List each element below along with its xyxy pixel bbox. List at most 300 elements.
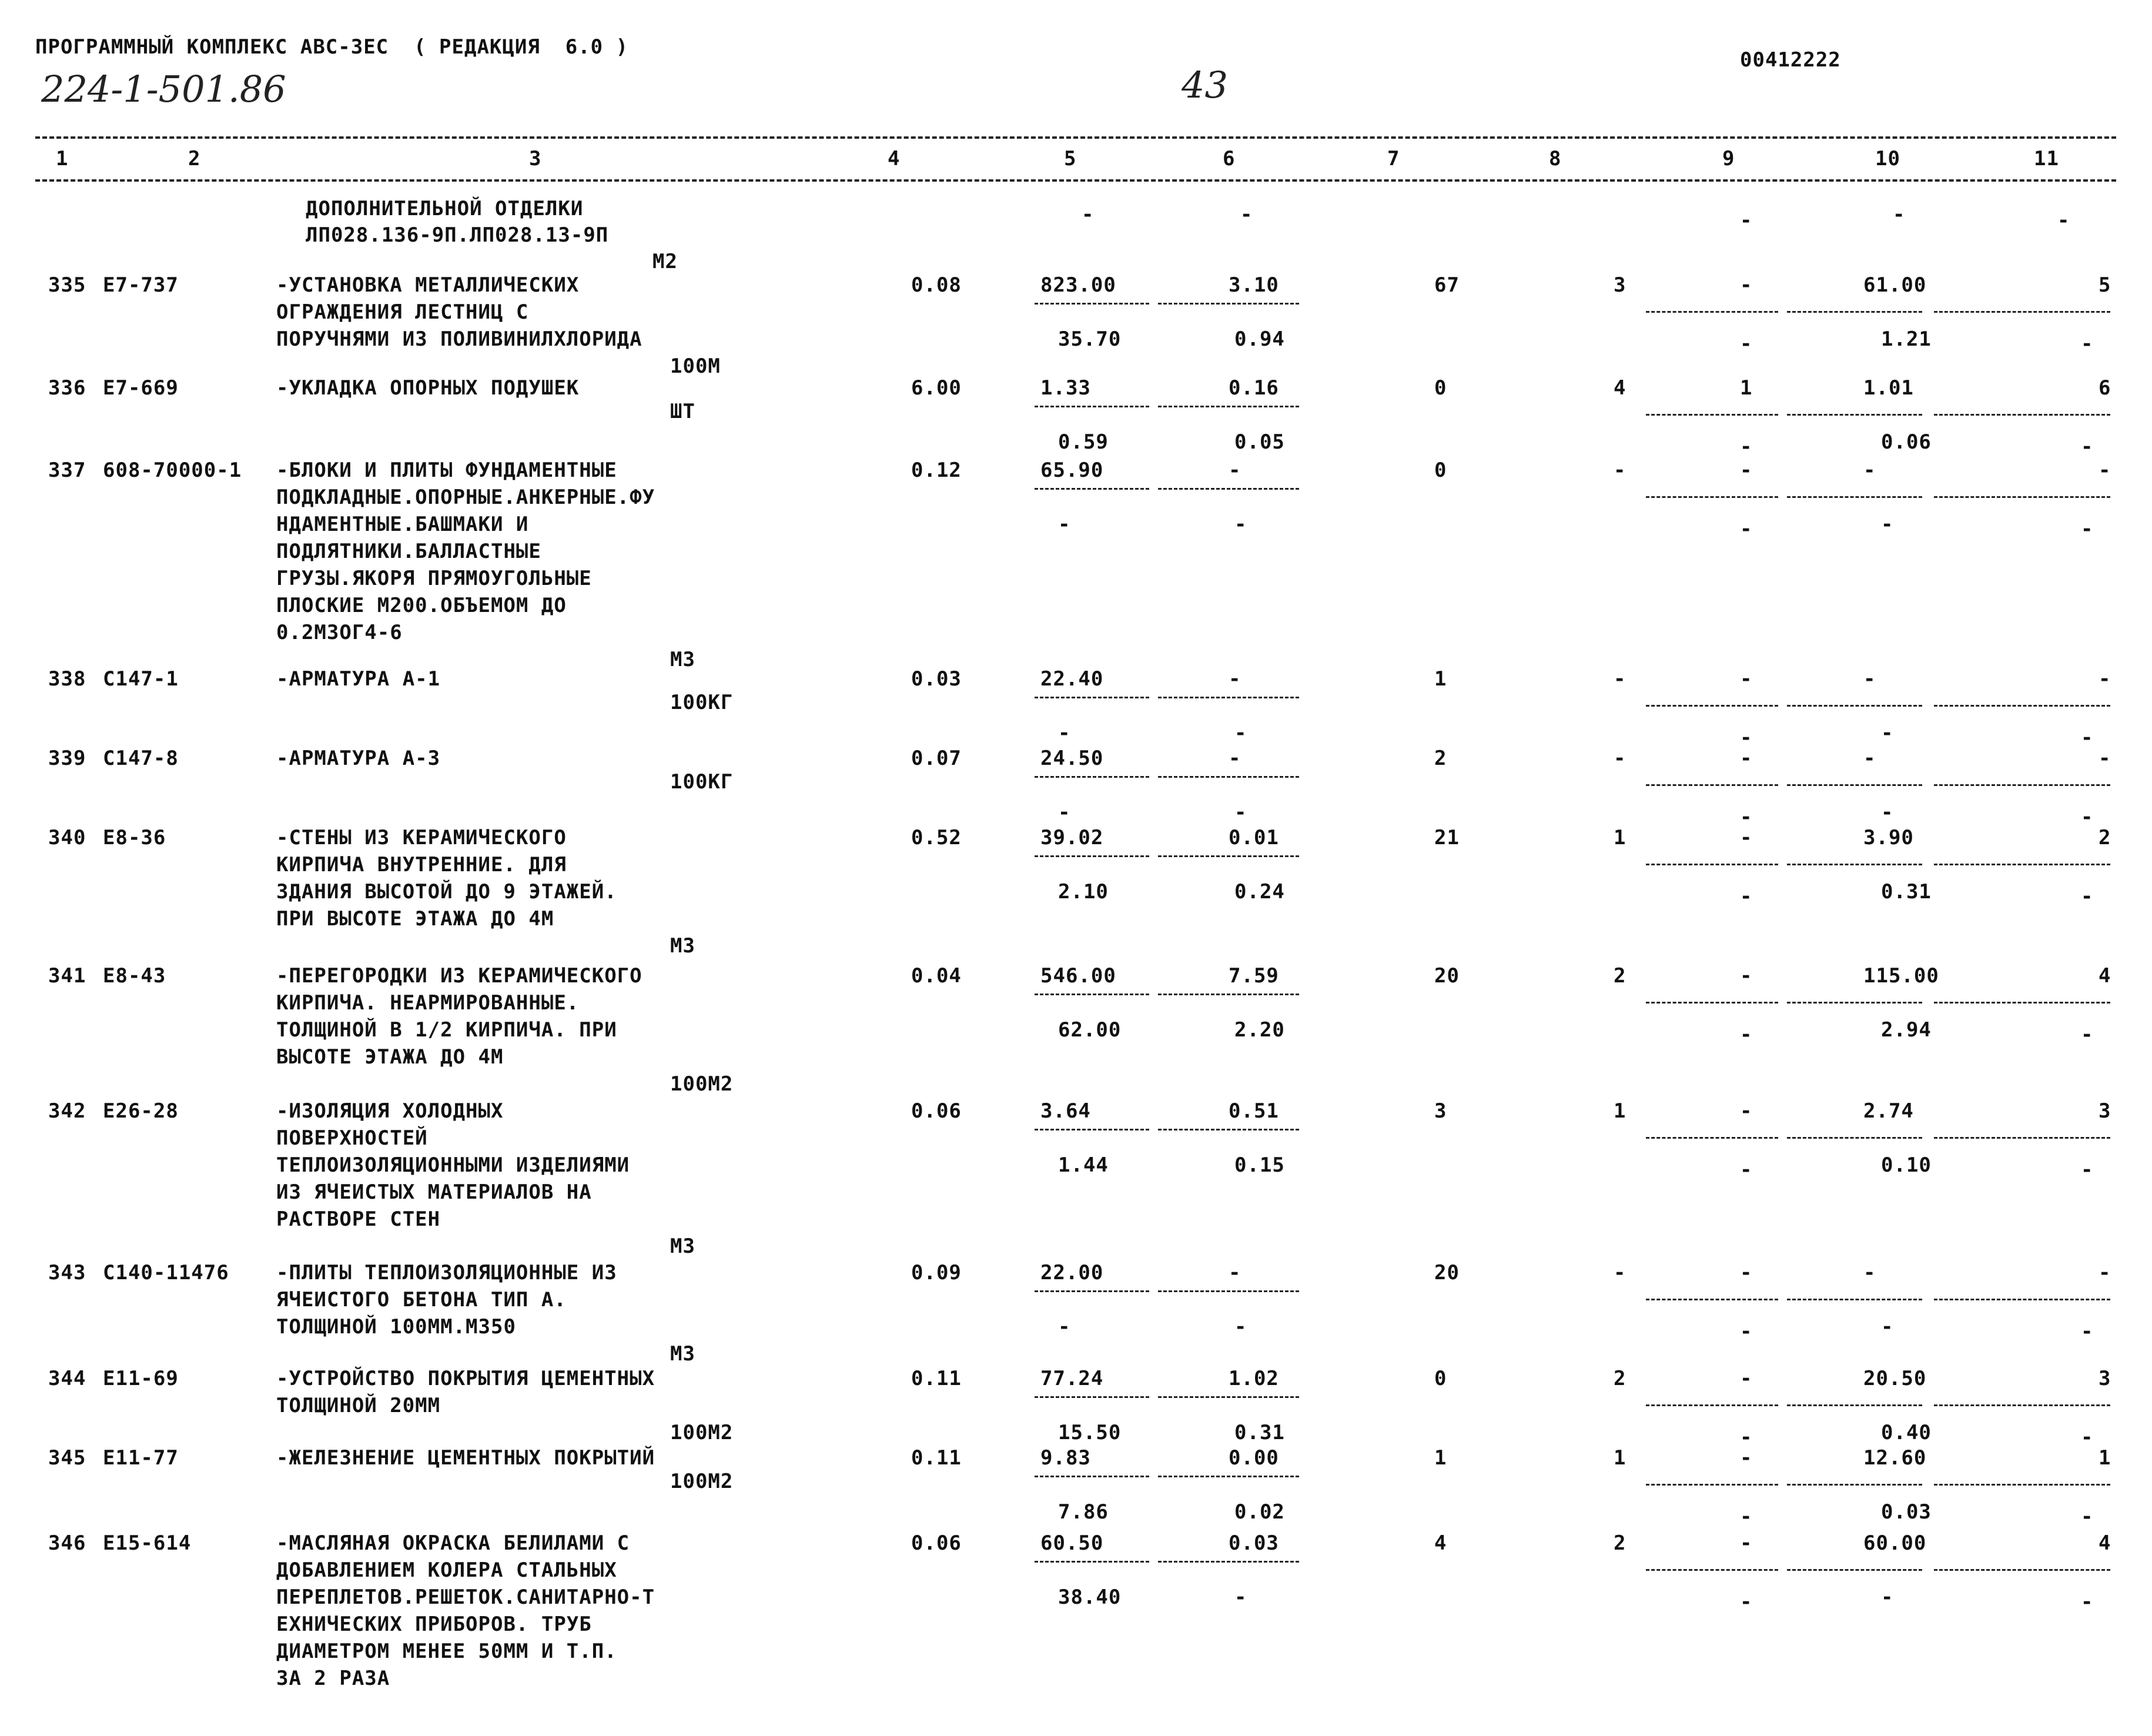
- row-col9-lower: -: [1740, 1590, 1753, 1614]
- row-col8: 1: [1614, 826, 1626, 849]
- row-col5-upper: 39.02: [1040, 826, 1104, 849]
- row-description-line: -ПЕРЕГОРОДКИ ИЗ КЕРАМИЧЕСКОГО: [276, 964, 642, 988]
- row-unit: М3: [670, 934, 695, 958]
- row-col10-lower: -: [1881, 801, 1894, 824]
- cell-rule: [1035, 1129, 1149, 1130]
- row-col5-lower: -: [1058, 1315, 1071, 1339]
- cell-rule: [1646, 1569, 1778, 1571]
- row-col10-upper: -: [1863, 459, 1876, 482]
- row-number: 338: [48, 667, 86, 691]
- row-col10-lower: 0.10: [1881, 1153, 1932, 1177]
- row-col5-upper: 65.90: [1040, 459, 1104, 482]
- row-col6-lower: -: [1234, 513, 1247, 536]
- row-col11-upper: 6: [2099, 376, 2111, 400]
- row-col11-lower: -: [2081, 885, 2094, 908]
- row-code: С140-11476: [103, 1261, 229, 1285]
- row-col10-upper: -: [1863, 747, 1876, 770]
- row-col8: -: [1614, 459, 1626, 482]
- row-col6-upper: 0.51: [1229, 1099, 1279, 1123]
- row-col11-upper: -: [2099, 1261, 2111, 1285]
- cell-rule: [1158, 1396, 1299, 1398]
- program-title: ПРОГРАММНЫЙ КОМПЛЕКС АВС-3ЕС ( РЕДАКЦИЯ 6.0 ): [35, 35, 629, 59]
- row-col11-lower: -: [2081, 517, 2094, 541]
- row-col10-upper: 61.00: [1863, 273, 1927, 297]
- row-number: 343: [48, 1261, 86, 1285]
- carryover-cell: -: [1082, 203, 1095, 226]
- row-col6-lower: 0.05: [1234, 430, 1285, 454]
- row-col10-lower: -: [1881, 1586, 1894, 1609]
- row-col4: 0.11: [911, 1446, 962, 1470]
- row-col5-lower: -: [1058, 721, 1071, 745]
- cell-rule: [1934, 1137, 2110, 1139]
- row-number: 335: [48, 273, 86, 297]
- row-description-line: ТОЛЩИНОЙ В 1/2 КИРПИЧА. ПРИ: [276, 1018, 617, 1042]
- carryover-desc-line: ЛП028.136-9П.ЛП028.13-9П: [306, 223, 609, 247]
- row-description-line: -ЖЕЛЕЗНЕНИЕ ЦЕМЕНТНЫХ ПОКРЫТИЙ: [276, 1446, 655, 1470]
- row-col8: -: [1614, 667, 1626, 691]
- row-col8: 2: [1614, 964, 1626, 988]
- row-col11-upper: -: [2099, 747, 2111, 770]
- row-col9-upper: -: [1740, 1099, 1753, 1123]
- row-number: 346: [48, 1531, 86, 1555]
- row-col6-upper: 7.59: [1229, 964, 1279, 988]
- row-col5-lower: 35.70: [1058, 327, 1122, 351]
- cell-rule: [1035, 855, 1149, 857]
- row-number: 339: [48, 747, 86, 770]
- column-header: 11: [2034, 147, 2059, 170]
- row-col5-lower: 15.50: [1058, 1421, 1122, 1444]
- row-col9-upper: -: [1740, 1261, 1753, 1285]
- row-col9-lower: -: [1740, 517, 1753, 541]
- row-col9-lower: -: [1740, 435, 1753, 459]
- row-unit: 100М2: [670, 1470, 734, 1493]
- row-description-line: ПОРУЧНЯМИ ИЗ ПОЛИВИНИЛХЛОРИДА: [276, 327, 642, 351]
- cell-rule: [1646, 705, 1778, 707]
- row-col5-upper: 22.00: [1040, 1261, 1104, 1285]
- cell-rule: [1035, 1476, 1149, 1477]
- row-col6-lower: 0.24: [1234, 880, 1285, 904]
- row-col7: 4: [1434, 1531, 1447, 1555]
- cell-rule: [1158, 776, 1299, 778]
- row-col10-upper: -: [1863, 1261, 1876, 1285]
- row-col6-lower: 0.02: [1234, 1500, 1285, 1524]
- row-unit: М3: [670, 648, 695, 671]
- row-col6-lower: -: [1234, 721, 1247, 745]
- row-description-line: -ПЛИТЫ ТЕПЛОИЗОЛЯЦИОННЫЕ ИЗ: [276, 1261, 617, 1285]
- row-col5-lower: 1.44: [1058, 1153, 1109, 1177]
- cell-rule: [1158, 855, 1299, 857]
- row-col6-lower: 2.20: [1234, 1018, 1285, 1042]
- row-col7: 0: [1434, 459, 1447, 482]
- cell-rule: [1035, 406, 1149, 407]
- handwritten-reference: 224-1-501.86: [41, 68, 286, 111]
- page-number: 43: [1182, 63, 1228, 106]
- cell-rule: [1158, 1561, 1299, 1563]
- cell-rule: [1035, 776, 1149, 778]
- row-unit: М3: [670, 1342, 695, 1366]
- row-col9-lower: -: [1740, 1158, 1753, 1182]
- row-col9-upper: 1: [1740, 376, 1753, 400]
- row-col4: 0.04: [911, 964, 962, 988]
- row-col4: 0.06: [911, 1099, 962, 1123]
- column-header: 2: [188, 147, 201, 170]
- row-col7: 1: [1434, 1446, 1447, 1470]
- row-col9-lower: -: [1740, 805, 1753, 829]
- row-description-line: ПОДЛЯТНИКИ.БАЛЛАСТНЫЕ: [276, 540, 541, 563]
- row-unit: 100КГ: [670, 691, 734, 714]
- row-col9-upper: -: [1740, 964, 1753, 988]
- row-col10-lower: 0.40: [1881, 1421, 1932, 1444]
- row-col11-upper: -: [2099, 459, 2111, 482]
- cell-rule: [1646, 414, 1778, 416]
- row-code: Е8-36: [103, 826, 166, 849]
- row-description-line: -СТЕНЫ ИЗ КЕРАМИЧЕСКОГО: [276, 826, 567, 849]
- row-col6-upper: 0.03: [1229, 1531, 1279, 1555]
- cell-rule: [1646, 1484, 1778, 1486]
- row-description-line: -УСТРОЙСТВО ПОКРЫТИЯ ЦЕМЕНТНЫХ: [276, 1367, 655, 1390]
- row-col6-lower: 0.15: [1234, 1153, 1285, 1177]
- row-col10-upper: 3.90: [1863, 826, 1914, 849]
- row-description-line: ВЫСОТЕ ЭТАЖА ДО 4М: [276, 1045, 504, 1069]
- row-col6-lower: -: [1234, 1315, 1247, 1339]
- cell-rule: [1787, 1569, 1922, 1571]
- row-code: Е8-43: [103, 964, 166, 988]
- row-col4: 0.08: [911, 273, 962, 297]
- row-code: 608-70000-1: [103, 459, 242, 482]
- header-rule-bottom: [35, 179, 2116, 182]
- row-unit: 100М: [670, 354, 721, 378]
- row-col11-upper: -: [2099, 667, 2111, 691]
- row-col9-upper: -: [1740, 1367, 1753, 1390]
- row-description-line: -АРМАТУРА А-1: [276, 667, 441, 691]
- row-col11-upper: 4: [2099, 964, 2111, 988]
- cell-rule: [1158, 406, 1299, 407]
- row-col9-upper: -: [1740, 273, 1753, 297]
- row-col9-upper: -: [1740, 459, 1753, 482]
- row-unit: М3: [670, 1235, 695, 1258]
- cell-rule: [1934, 414, 2110, 416]
- row-unit: ШТ: [670, 400, 695, 423]
- row-description-line: -АРМАТУРА А-3: [276, 747, 441, 770]
- row-col4: 0.52: [911, 826, 962, 849]
- column-header: 5: [1064, 147, 1077, 170]
- row-col4: 0.07: [911, 747, 962, 770]
- row-col10-lower: 1.21: [1881, 327, 1932, 351]
- row-description-line: ЗДАНИЯ ВЫСОТОЙ ДО 9 ЭТАЖЕЙ.: [276, 880, 617, 904]
- row-col11-lower: -: [2081, 1590, 2094, 1614]
- row-code: Е15-614: [103, 1531, 192, 1555]
- carryover-cell: -: [1240, 203, 1253, 226]
- cell-rule: [1035, 303, 1149, 305]
- row-description-line: КИРПИЧА. НЕАРМИРОВАННЫЕ.: [276, 991, 580, 1015]
- row-col7: 3: [1434, 1099, 1447, 1123]
- cell-rule: [1646, 784, 1778, 786]
- row-description-line: ТОЛЩИНОЙ 100ММ.М350: [276, 1315, 516, 1339]
- row-col5-upper: 1.33: [1040, 376, 1091, 400]
- row-code: Е7-737: [103, 273, 179, 297]
- cell-rule: [1787, 1484, 1922, 1486]
- row-col7: 21: [1434, 826, 1460, 849]
- row-number: 341: [48, 964, 86, 988]
- row-description-line: ПОВЕРХНОСТЕЙ: [276, 1126, 428, 1150]
- row-description-line: -УКЛАДКА ОПОРНЫХ ПОДУШЕК: [276, 376, 580, 400]
- row-description-line: ИЗ ЯЧЕИСТЫХ МАТЕРИАЛОВ НА: [276, 1180, 592, 1204]
- row-col11-lower: -: [2081, 726, 2094, 750]
- row-code: Е11-69: [103, 1367, 179, 1390]
- row-col10-upper: 12.60: [1863, 1446, 1927, 1470]
- row-col8: 4: [1614, 376, 1626, 400]
- row-col7: 0: [1434, 376, 1447, 400]
- row-col9-lower: -: [1740, 726, 1753, 750]
- row-col9-lower: -: [1740, 885, 1753, 908]
- row-col11-lower: -: [2081, 435, 2094, 459]
- row-col9-upper: -: [1740, 1531, 1753, 1555]
- cell-rule: [1934, 311, 2110, 313]
- row-col5-lower: 62.00: [1058, 1018, 1122, 1042]
- row-col11-upper: 5: [2099, 273, 2111, 297]
- row-col10-lower: -: [1881, 1315, 1894, 1339]
- cell-rule: [1934, 864, 2110, 865]
- row-description-line: -ИЗОЛЯЦИЯ ХОЛОДНЫХ: [276, 1099, 504, 1123]
- row-col5-lower: -: [1058, 801, 1071, 824]
- cell-rule: [1646, 496, 1778, 498]
- row-col9-upper: -: [1740, 747, 1753, 770]
- row-col7: 2: [1434, 747, 1447, 770]
- row-col8: 1: [1614, 1099, 1626, 1123]
- column-header: 4: [888, 147, 901, 170]
- cell-rule: [1158, 994, 1299, 995]
- cell-rule: [1787, 1002, 1922, 1004]
- cell-rule: [1646, 864, 1778, 865]
- row-number: 340: [48, 826, 86, 849]
- column-header: 3: [529, 147, 542, 170]
- row-description-line: ДИАМЕТРОМ МЕНЕЕ 50ММ И Т.П.: [276, 1640, 617, 1663]
- row-col10-lower: 0.03: [1881, 1500, 1932, 1524]
- row-col5-lower: 38.40: [1058, 1586, 1122, 1609]
- row-col6-upper: 0.01: [1229, 826, 1279, 849]
- row-description-line: ЯЧЕИСТОГО БЕТОНА ТИП А.: [276, 1288, 567, 1312]
- cell-rule: [1787, 864, 1922, 865]
- row-unit: 100КГ: [670, 770, 734, 794]
- cell-rule: [1934, 1569, 2110, 1571]
- cell-rule: [1787, 1404, 1922, 1406]
- row-col5-lower: 2.10: [1058, 880, 1109, 904]
- cell-rule: [1934, 1002, 2110, 1004]
- row-col9-upper: -: [1740, 1446, 1753, 1470]
- cell-rule: [1646, 1002, 1778, 1004]
- row-col8: 2: [1614, 1367, 1626, 1390]
- cell-rule: [1787, 496, 1922, 498]
- cell-rule: [1158, 1290, 1299, 1292]
- row-code: С147-8: [103, 747, 179, 770]
- cell-rule: [1787, 1137, 1922, 1139]
- row-col11-upper: 1: [2099, 1446, 2111, 1470]
- row-description-line: ДОБАВЛЕНИЕМ КОЛЕРА СТАЛЬНЫХ: [276, 1558, 617, 1582]
- cell-rule: [1158, 488, 1299, 490]
- row-col5-upper: 77.24: [1040, 1367, 1104, 1390]
- carryover-cell: -: [1740, 209, 1753, 232]
- row-col11-lower: -: [2081, 1158, 2094, 1182]
- header-rule-top: [35, 136, 2116, 139]
- row-col10-upper: 1.01: [1863, 376, 1914, 400]
- row-col11-lower: -: [2081, 1023, 2094, 1046]
- row-description-line: -МАСЛЯНАЯ ОКРАСКА БЕЛИЛАМИ С: [276, 1531, 630, 1555]
- row-unit: 100М2: [670, 1421, 734, 1444]
- row-col6-upper: 1.02: [1229, 1367, 1279, 1390]
- row-col9-lower: -: [1740, 332, 1753, 356]
- cell-rule: [1035, 1290, 1149, 1292]
- row-description-line: НДАМЕНТНЫЕ.БАШМАКИ И: [276, 513, 529, 536]
- row-col6-upper: 0.00: [1229, 1446, 1279, 1470]
- row-description-line: ЕХНИЧЕСКИХ ПРИБОРОВ. ТРУБ: [276, 1613, 592, 1636]
- row-col7: 1: [1434, 667, 1447, 691]
- row-col5-upper: 3.64: [1040, 1099, 1091, 1123]
- row-col11-lower: -: [2081, 332, 2094, 356]
- row-description-line: ТОЛЩИНОЙ 20ММ: [276, 1394, 441, 1417]
- row-col5-lower: 0.59: [1058, 430, 1109, 454]
- cell-rule: [1934, 784, 2110, 786]
- row-col11-upper: 4: [2099, 1531, 2111, 1555]
- row-code: Е7-669: [103, 376, 179, 400]
- cell-rule: [1646, 1137, 1778, 1139]
- row-col5-upper: 24.50: [1040, 747, 1104, 770]
- row-col11-lower: -: [2081, 1426, 2094, 1449]
- cell-rule: [1035, 994, 1149, 995]
- row-description-line: ГРУЗЫ.ЯКОРЯ ПРЯМОУГОЛЬНЫЕ: [276, 567, 592, 590]
- row-description-line: -УСТАНОВКА МЕТАЛЛИЧЕСКИХ: [276, 273, 580, 297]
- row-col5-lower: -: [1058, 513, 1071, 536]
- row-col9-lower: -: [1740, 1505, 1753, 1528]
- row-col10-upper: 2.74: [1863, 1099, 1914, 1123]
- row-description-line: -БЛОКИ И ПЛИТЫ ФУНДАМЕНТНЫЕ: [276, 459, 617, 482]
- cell-rule: [1158, 697, 1299, 698]
- cell-rule: [1787, 1299, 1922, 1300]
- cell-rule: [1035, 1396, 1149, 1398]
- cell-rule: [1646, 311, 1778, 313]
- column-header: 1: [56, 147, 69, 170]
- cell-rule: [1787, 705, 1922, 707]
- row-col8: 1: [1614, 1446, 1626, 1470]
- cell-rule: [1158, 1129, 1299, 1130]
- row-col11-upper: 3: [2099, 1099, 2111, 1123]
- row-col5-upper: 60.50: [1040, 1531, 1104, 1555]
- row-col10-upper: 115.00: [1863, 964, 1939, 988]
- carryover-cell: -: [1893, 203, 1906, 226]
- document-code: 00412222: [1740, 48, 1841, 72]
- row-number: 337: [48, 459, 86, 482]
- cell-rule: [1787, 414, 1922, 416]
- row-number: 345: [48, 1446, 86, 1470]
- cell-rule: [1035, 1561, 1149, 1563]
- row-description-line: ПОДКЛАДНЫЕ.ОПОРНЫЕ.АНКЕРНЫЕ.ФУ: [276, 486, 655, 509]
- row-col10-upper: 20.50: [1863, 1367, 1927, 1390]
- row-col6-upper: 3.10: [1229, 273, 1279, 297]
- row-col7: 67: [1434, 273, 1460, 297]
- row-col10-lower: 2.94: [1881, 1018, 1932, 1042]
- row-description-line: ОГРАЖДЕНИЯ ЛЕСТНИЦ С: [276, 300, 529, 324]
- cell-rule: [1646, 1299, 1778, 1300]
- carryover-unit: М2: [652, 250, 678, 273]
- row-description-line: ТЕПЛОИЗОЛЯЦИОННЫМИ ИЗДЕЛИЯМИ: [276, 1153, 630, 1177]
- row-description-line: РАСТВОРЕ СТЕН: [276, 1207, 441, 1231]
- row-col7: 20: [1434, 964, 1460, 988]
- column-header: 6: [1223, 147, 1236, 170]
- row-col7: 0: [1434, 1367, 1447, 1390]
- carryover-desc-line: ДОПОЛНИТЕЛЬНОЙ ОТДЕЛКИ: [306, 197, 584, 220]
- row-col5-upper: 823.00: [1040, 273, 1116, 297]
- cell-rule: [1646, 1404, 1778, 1406]
- row-col6-lower: 0.94: [1234, 327, 1285, 351]
- row-number: 344: [48, 1367, 86, 1390]
- row-col6-lower: 0.31: [1234, 1421, 1285, 1444]
- cell-rule: [1934, 1404, 2110, 1406]
- row-col4: 6.00: [911, 376, 962, 400]
- row-description-line: КИРПИЧА ВНУТРЕННИЕ. ДЛЯ: [276, 853, 567, 877]
- cell-rule: [1158, 303, 1299, 305]
- row-col8: 2: [1614, 1531, 1626, 1555]
- row-col6-lower: -: [1234, 1586, 1247, 1609]
- cell-rule: [1934, 1484, 2110, 1486]
- row-col11-lower: -: [2081, 1505, 2094, 1528]
- row-col10-upper: -: [1863, 667, 1876, 691]
- row-number: 342: [48, 1099, 86, 1123]
- row-col4: 0.06: [911, 1531, 962, 1555]
- row-col9-lower: -: [1740, 1023, 1753, 1046]
- cell-rule: [1934, 1299, 2110, 1300]
- row-col10-lower: 0.06: [1881, 430, 1932, 454]
- row-description-line: ПЕРЕПЛЕТОВ.РЕШЕТОК.САНИТАРНО-Т: [276, 1586, 655, 1609]
- row-col10-lower: -: [1881, 513, 1894, 536]
- row-col7: 20: [1434, 1261, 1460, 1285]
- cell-rule: [1934, 496, 2110, 498]
- column-header: 8: [1549, 147, 1562, 170]
- row-col6-upper: -: [1229, 1261, 1241, 1285]
- column-header: 7: [1387, 147, 1400, 170]
- row-col9-lower: -: [1740, 1426, 1753, 1449]
- cell-rule: [1787, 311, 1922, 313]
- row-code: С147-1: [103, 667, 179, 691]
- row-col6-lower: -: [1234, 801, 1247, 824]
- row-col10-lower: -: [1881, 721, 1894, 745]
- row-col4: 0.09: [911, 1261, 962, 1285]
- column-header: 9: [1722, 147, 1735, 170]
- row-col6-upper: -: [1229, 667, 1241, 691]
- row-col6-upper: -: [1229, 747, 1241, 770]
- row-col5-upper: 9.83: [1040, 1446, 1091, 1470]
- cell-rule: [1787, 784, 1922, 786]
- row-description-line: ЗА 2 РАЗА: [276, 1667, 390, 1690]
- row-col11-lower: -: [2081, 805, 2094, 829]
- cell-rule: [1035, 488, 1149, 490]
- row-description-line: 0.2М3ОГ4-6: [276, 621, 403, 644]
- row-col10-upper: 60.00: [1863, 1531, 1927, 1555]
- row-col5-lower: 7.86: [1058, 1500, 1109, 1524]
- row-col4: 0.11: [911, 1367, 962, 1390]
- row-col11-upper: 2: [2099, 826, 2111, 849]
- cell-rule: [1934, 705, 2110, 707]
- row-col9-upper: -: [1740, 667, 1753, 691]
- row-unit: 100М2: [670, 1072, 734, 1096]
- row-number: 336: [48, 376, 86, 400]
- row-col6-upper: -: [1229, 459, 1241, 482]
- row-col9-upper: -: [1740, 826, 1753, 849]
- row-description-line: ПРИ ВЫСОТЕ ЭТАЖА ДО 4М: [276, 907, 554, 931]
- row-col8: -: [1614, 1261, 1626, 1285]
- row-code: Е26-28: [103, 1099, 179, 1123]
- row-col5-upper: 546.00: [1040, 964, 1116, 988]
- row-col6-upper: 0.16: [1229, 376, 1279, 400]
- row-description-line: ПЛОСКИЕ М200.ОБЪЕМОМ ДО: [276, 594, 567, 617]
